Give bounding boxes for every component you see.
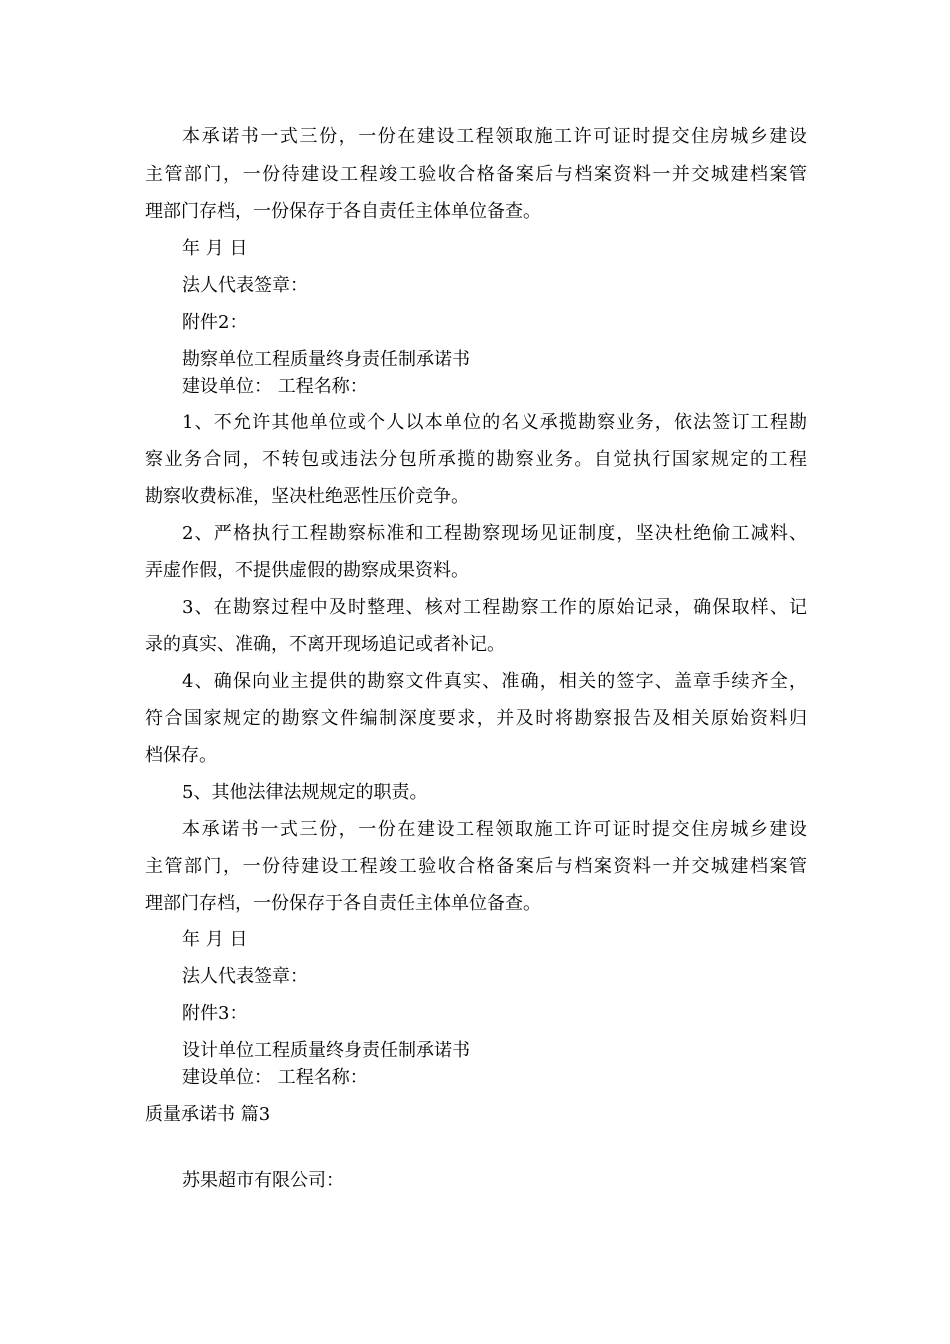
paragraph-line: 察业务合同，不转包或违法分包所承揽的勘察业务。自觉执行国家规定的工程 bbox=[145, 449, 807, 470]
paragraph-line: 本承诺书一式三份，一份在建设工程领取施工许可证时提交住房城乡建设 bbox=[182, 126, 807, 147]
signature-line: 法人代表签章： bbox=[182, 966, 308, 987]
paragraph-line: 档保存。 bbox=[145, 745, 217, 766]
paragraph-line: 理部门存档，一份保存于各自责任主体单位备查。 bbox=[145, 201, 541, 222]
paragraph-line: 录的真实、准确，不离开现场追记或者补记。 bbox=[145, 634, 505, 655]
paragraph-line: 主管部门，一份待建设工程竣工验收合格备案后与档案资料一并交城建档案管 bbox=[145, 164, 807, 185]
signature-line: 法人代表签章： bbox=[182, 275, 308, 296]
section-title: 设计单位工程质量终身责任制承诺书 bbox=[182, 1040, 470, 1061]
paragraph-line: 3、在勘察过程中及时整理、核对工程勘察工作的原始记录，确保取样、记 bbox=[182, 597, 807, 618]
project-info-line: 建设单位： 工程名称： bbox=[182, 376, 368, 397]
date-line: 年 月 日 bbox=[182, 929, 248, 950]
paragraph-line: 4、确保向业主提供的勘察文件真实、准确，相关的签字、盖章手续齐全， bbox=[182, 671, 807, 692]
paragraph-line: 符合国家规定的勘察文件编制深度要求，并及时将勘察报告及相关原始资料归 bbox=[145, 708, 807, 729]
attachment-label: 附件3： bbox=[182, 1003, 248, 1024]
section-title: 勘察单位工程质量终身责任制承诺书 bbox=[182, 349, 470, 370]
paragraph-line: 勘察收费标准，坚决杜绝恶性压价竞争。 bbox=[145, 486, 469, 507]
paragraph-line: 主管部门，一份待建设工程竣工验收合格备案后与档案资料一并交城建档案管 bbox=[145, 856, 807, 877]
paragraph-line: 本承诺书一式三份，一份在建设工程领取施工许可证时提交住房城乡建设 bbox=[182, 819, 807, 840]
paragraph-line: 1、不允许其他单位或个人以本单位的名义承揽勘察业务，依法签订工程勘 bbox=[182, 412, 807, 433]
paragraph-line: 弄虚作假，不提供虚假的勘察成果资料。 bbox=[145, 560, 469, 581]
date-line: 年 月 日 bbox=[182, 238, 248, 259]
paragraph-line: 理部门存档，一份保存于各自责任主体单位备查。 bbox=[145, 893, 541, 914]
paragraph-line: 5、其他法律法规规定的职责。 bbox=[182, 782, 428, 803]
paragraph-line: 2、严格执行工程勘察标准和工程勘察现场见证制度，坚决杜绝偷工减料、 bbox=[182, 523, 807, 544]
attachment-label: 附件2： bbox=[182, 312, 248, 333]
salutation-line: 苏果超市有限公司： bbox=[182, 1170, 344, 1191]
project-info-line: 建设单位： 工程名称： bbox=[182, 1067, 368, 1088]
article-heading: 质量承诺书 篇3 bbox=[145, 1104, 271, 1125]
